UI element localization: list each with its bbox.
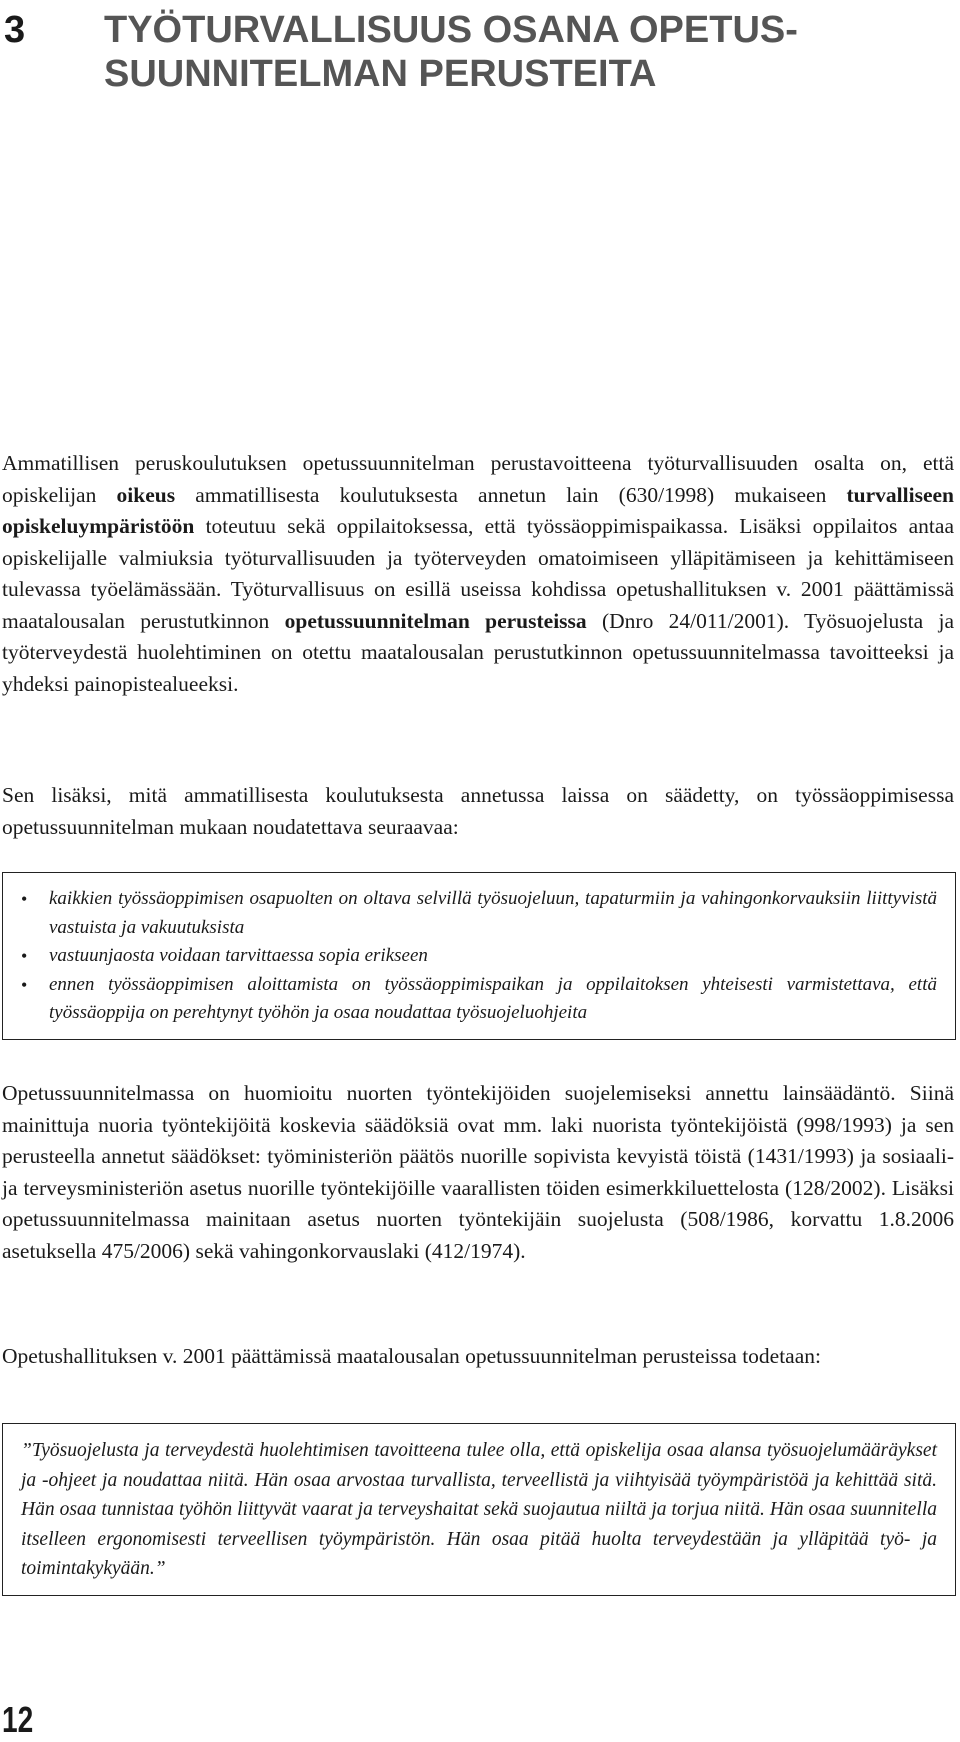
list-item	[19, 942, 937, 971]
paragraph-intro-text-2: ammatillisesta koulutuksesta annetun lain (630/1998) mukaiseen	[175, 482, 847, 507]
paragraph-workplace-learning: Sen lisäksi, mitä ammatillisesta koulutuksesta annetussa laissa on säädetty, on työssäoppimisessa opetussuunnitelman mukaan noudatettava seuraavaa:	[2, 783, 954, 839]
requirements-box	[2, 872, 956, 1040]
curriculum-quote: ”Työsuojelusta ja terveydestä huolehtimisen tavoitteena tulee olla, että opiskelija osaa alansa työsuojelumääräykset ja -ohjeet ja noudattaa niitä. Hän osaa arvostaa turvallista, terveellistä ja viihtyisää työympäristöä ja kehittää sitä. Hän osaa tunnistaa työhön liittyvät vaarat ja terveyshaitat sekä suojautua niiltä ja torjua niitä. Hän osaa suunnitella itselleen ergonomisesti terveellisen työympäristön. Hän osaa pitää huolta terveydestään ja ylläpitää työ- ja toimintakykyään.”	[21, 1440, 937, 1579]
list-item	[19, 971, 937, 1028]
page-number: 12	[2, 1699, 34, 1740]
bullet-icon: •	[21, 946, 28, 966]
requirements-list	[19, 885, 937, 1028]
paragraph-curriculum-statement: Opetushallituksen v. 2001 päättämissä maatalousalan opetussuunnitelman perusteissa todetaan:	[2, 1344, 821, 1368]
paragraph-legislation: Opetussuunnitelmassa on huomioitu nuorten työntekijöiden suojelemiseksi annettu lainsäädäntö. Siinä mainittuja nuoria työntekijöitä koskevia säädöksiä ovat mm. laki nuorista työntekijöistä (998/1993) ja sen perusteella annetut säädökset: työministeriön päätös nuorille sopivista kevyistä töistä (1431/1993) ja sosiaali- ja terveysministeriön asetus nuorille työntekijöille vaarallisten töiden esimerkkiluettelosta (128/2002). Lisäksi opetussuunnitelmassa mainitaan asetus nuorten työntekijäin suojelusta (508/1986, korvattu 1.8.2006 asetuksella 475/2006) sekä vahingonkorvauslaki (412/1974).	[2, 1081, 954, 1263]
list-item-text: ennen työssäoppimisen aloittamista on työssäoppimispaikan ja oppilaitoksen yhteisesti varmistettava, että työssäoppija on perehtynyt työhön ja osaa noudattaa työsuojeluohjeita	[49, 973, 937, 1023]
bullet-icon: •	[21, 974, 28, 995]
bold-term-perusteissa: opetussuunnitelman perusteissa	[284, 608, 587, 633]
paragraph-intro-text-4: (Dnro 24/011/2001). Työsuojelusta ja työterveydestä huolehtiminen on otettu maatalousalan perustutkinnon opetussuunnitelmassa tavoitteeksi ja yhdeksi painopistealueeksi.	[2, 608, 954, 696]
paragraph-intro-text-1: Ammatillisen peruskoulutuksen opetussuunnitelman perustavoitteena työturvallisuuden osalta on, että opiskelijan	[2, 451, 954, 507]
bold-term-oikeus: oikeus	[116, 482, 176, 507]
list-item-text: vastuunjaosta voidaan tarvittaessa sopia erikseen	[49, 945, 428, 966]
chapter-title	[104, 8, 904, 96]
bold-term-turvalliseen: turvalliseen opiskeluympäristöön	[2, 482, 954, 538]
bullet-icon: •	[21, 889, 28, 909]
paragraph-intro	[2, 448, 954, 700]
chapter-title-line-2: SUUNNITELMAN PERUSTEITA	[104, 53, 657, 95]
chapter-title-line-1: TYÖTURVALLISUUS OSANA OPETUS-	[104, 9, 798, 51]
chapter-number: 3	[4, 9, 26, 51]
paragraph-intro-text-3: toteutuu sekä oppilaitoksessa, että työssäoppimispaikassa. Lisäksi oppilaitos antaa opiskelijalle valmiuksia työturvallisuuden ja työterveyden omatoimiseen ylläpitämiseen ja kehittämiseen tulevassa työelämässään. Työturvallisuus on esillä useissa kohdissa opetushallituksen v. 2001 päättämissä maatalousalan perustutkinnon	[2, 514, 954, 633]
list-item-text: kaikkien työssäoppimisen osapuolten on oltava selvillä työsuojeluun, tapaturmiin ja vahingonkorvauksiin liittyvistä vastuista ja vakuutuksista	[49, 888, 937, 938]
list-item	[19, 885, 937, 942]
quote-box	[2, 1423, 956, 1596]
